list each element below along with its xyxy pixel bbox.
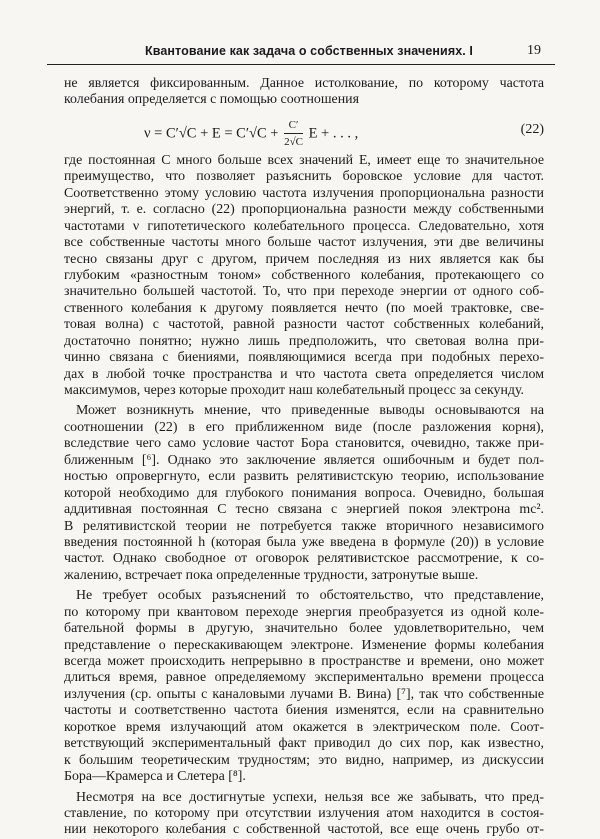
text-line: преимущество, что позволяет разъяснить боровское условие для частот. bbox=[64, 169, 544, 185]
text-line: чинно связана с биениями, появляющимися всегда при подобных перехо- bbox=[64, 350, 544, 366]
equation-fraction bbox=[284, 117, 303, 151]
text-line: которой необходимо для глубокого понимания вопроса. Очевидно, большая bbox=[64, 485, 544, 501]
text-line: ставление, по которому при отсутствии излучения атом находится в состоя- bbox=[64, 805, 544, 821]
text-line: тесно связаны друг с другом, причем последняя из них является как бы bbox=[64, 251, 544, 267]
text-line: Соответственно этому условию частота излучения пропорциональна разности bbox=[64, 185, 544, 201]
page-number: 19 bbox=[527, 43, 541, 58]
text-line: Несмотря на все достигнутые успехи, нельзя все же забывать, что пред- bbox=[76, 789, 544, 805]
equation-right: E + . . . , bbox=[304, 125, 359, 142]
text-line: глубоким «разностным тоном» собственного колебания, протекающего со bbox=[64, 267, 544, 283]
text-line: бательной формы в другую, значительно более удовлетворительно, чем bbox=[64, 621, 544, 637]
text-line: вследствие чего само условие частот Бора становится, очевидно, также при- bbox=[64, 436, 544, 452]
text-line: аддитивная постоянная C тесно связана с энергией покоя электрона mc². bbox=[64, 502, 544, 518]
text-line: дах в любой точке пространства и что частота света определяется числом bbox=[64, 366, 544, 382]
text-line: ностью опровергнуто, если развить релятивистскую теорию, использование bbox=[64, 469, 544, 485]
header-divider bbox=[47, 64, 555, 65]
text-line: где постоянная C много больше всех значений E, имеет еще то значительное bbox=[64, 152, 544, 168]
text-line: всегда может происходить непрерывно в пространстве и времени, оно может bbox=[64, 654, 544, 669]
running-header bbox=[47, 40, 555, 64]
text-line: введения постоянной h (которая была уже введена в формуле (20)) в условие bbox=[64, 534, 544, 550]
paragraph-4 bbox=[64, 790, 544, 839]
equation-left: ν = C′√C + E = C′√C + bbox=[144, 125, 283, 142]
text-line: длиться время, равное определяемому экспериментально времени процесса bbox=[64, 670, 544, 686]
text-line: нии некоторого колебания с собственной частотой, все еще очень грубо от- bbox=[64, 822, 544, 838]
text-line: короткое время излучающий атом окажется в электрическом поле. Соот- bbox=[64, 719, 544, 735]
fraction-denominator: 2√C bbox=[284, 136, 303, 149]
text-line: все собственные частоты много больше частот излучения, эти две величины bbox=[64, 235, 544, 251]
text-line: к большим теоретическим трудностям; это видно, например, из дискуссии bbox=[64, 752, 544, 768]
paragraph-2 bbox=[64, 403, 544, 584]
running-header-title: Квантование как задача о собственных значениях. I bbox=[145, 44, 473, 58]
text-line: колебания определяется с помощью соотношения bbox=[64, 92, 359, 108]
text-line: достаточно понятно; нужно лишь предположить, что световая волна при- bbox=[64, 333, 544, 349]
text-line: энергий, т. е. согласно (22) пропорциональна разности между собственными bbox=[64, 202, 544, 218]
text-line: ближенным [⁶]. Однако это заключение является ошибочным и будет пол- bbox=[64, 452, 544, 468]
text-line: частот. Однако свободное от оговорок релятивистское рассмотрение, к со- bbox=[64, 551, 544, 567]
paragraph-3 bbox=[64, 588, 544, 785]
text-line: Может возникнуть мнение, что приведенные выводы основываются на bbox=[76, 403, 544, 419]
page-body bbox=[64, 76, 544, 839]
paragraph-1 bbox=[64, 153, 544, 400]
text-line: представление о перескакивающем электроне. Изменение формы колебания bbox=[64, 637, 544, 653]
text-line: частоты и соответственно частота биения изменятся, если на сравнительно bbox=[64, 703, 544, 719]
text-line: значительно большей частотой. То, что при переходе энергии от одного соб- bbox=[64, 284, 544, 300]
text-line: по которому при квантовом переходе энергия преобразуется из одной коле- bbox=[64, 604, 544, 620]
text-line: излучения (ср. опыты с каналовыми лучами В. Вина) [⁷], так что собственные bbox=[64, 686, 544, 702]
equation-number: (22) bbox=[520, 121, 544, 137]
equation-22 bbox=[64, 109, 544, 153]
text-line: соотношении (22) в его приближенном виде (после разложения корня), bbox=[64, 419, 544, 435]
text-line: ветствующий экспериментальный факт приводил до сих пор, как известно, bbox=[64, 736, 544, 752]
paragraph-0 bbox=[64, 76, 544, 109]
text-line: товая волна) с частотой, равной разности частот собственных колебаний, bbox=[64, 317, 544, 333]
fraction-numerator: C′ bbox=[284, 117, 303, 134]
text-line: Не требует особых разъяснений то обстоятельство, что представление, bbox=[76, 588, 544, 604]
equation-expression bbox=[144, 117, 358, 151]
text-line: В релятивистской теории не потребуется также вторичного независимого bbox=[64, 518, 544, 534]
text-line: жалению, встречает пока определенные трудности, затронутые выше. bbox=[64, 567, 479, 583]
text-line: частотами ν гипотетического колебательного процесса. Следовательно, хотя bbox=[64, 218, 544, 234]
text-line: ственного колебания к другому появляется нечто (по моей трактовке, све- bbox=[64, 300, 544, 316]
text-line: максимумов, через которые проходит наш колебательный процесс за секунду. bbox=[64, 383, 525, 398]
text-line: не является фиксированным. Данное истолкование, по которому частота bbox=[64, 76, 544, 91]
text-line: Бора—Крамерса и Слетера [⁸]. bbox=[64, 769, 246, 785]
